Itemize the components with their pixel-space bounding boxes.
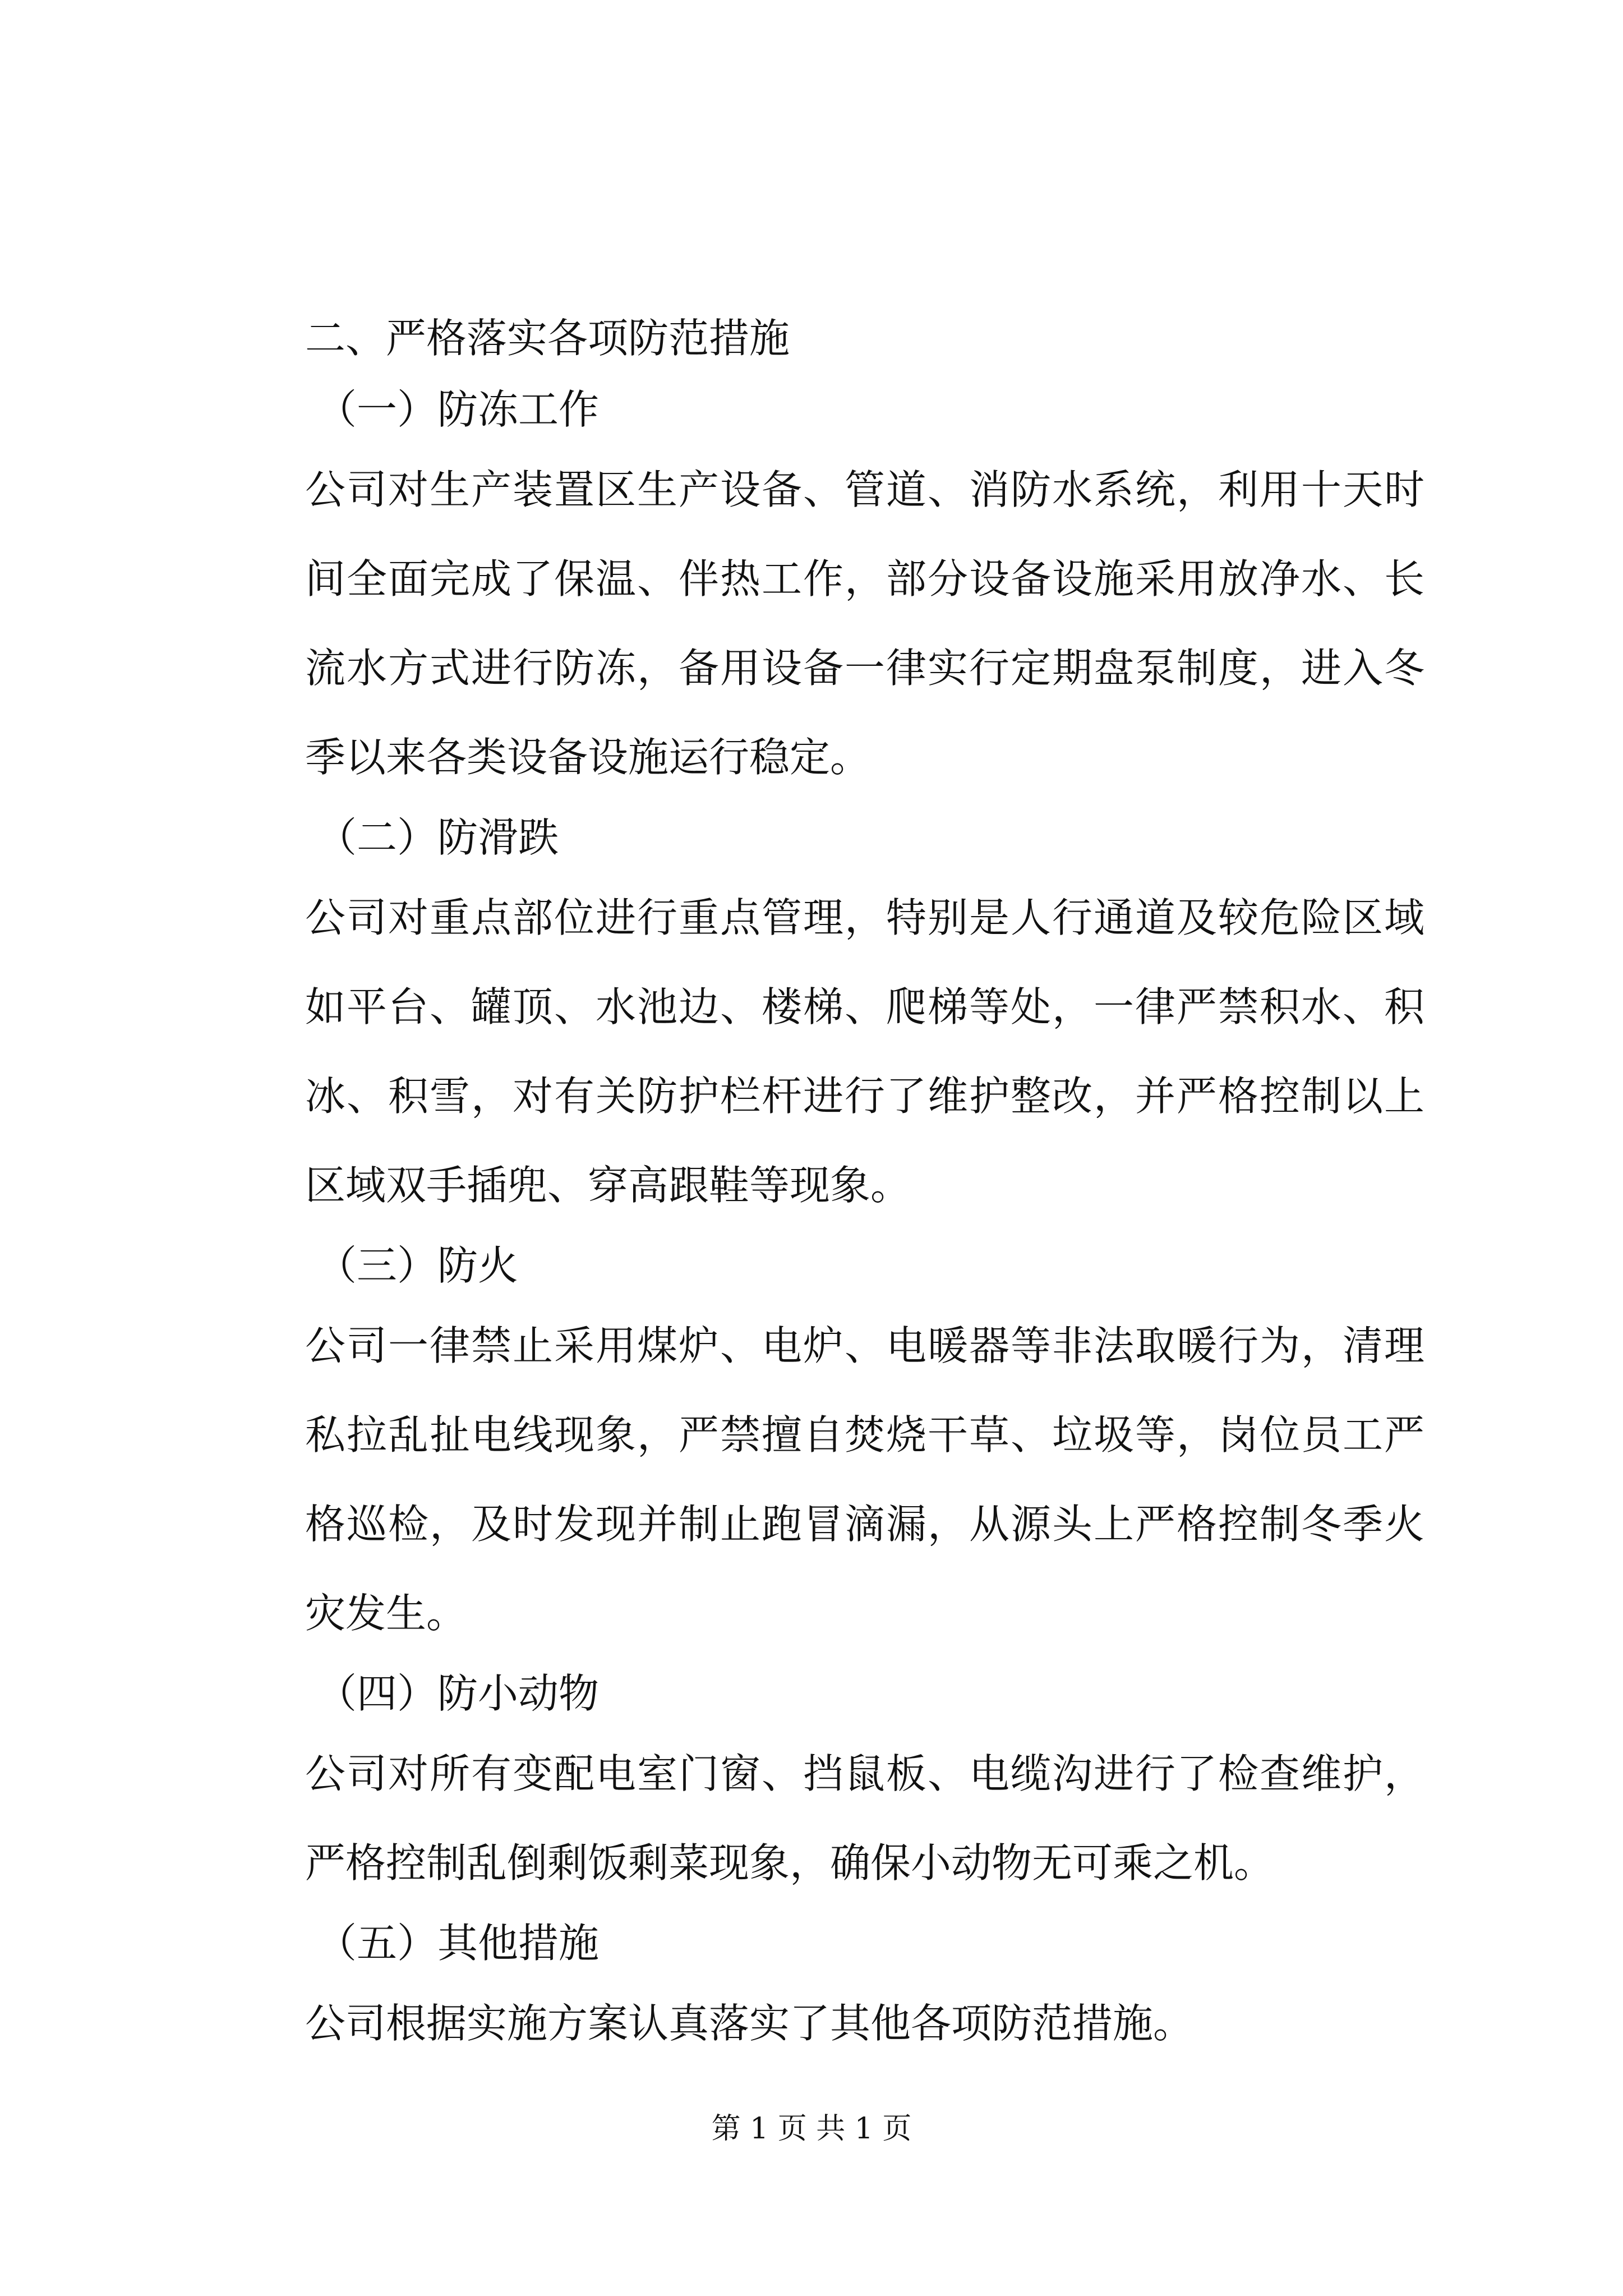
section-2-body: 公司对重点部位进行重点管理，特别是人行通道及较危险区域如平台、罐顶、水池边、楼梯、爬梯等处，一律严禁积水、积冰、积雪，对有关防护栏杆进行了维护整改，并严格控制以上区域双手插兜、穿高跟鞋等现象。 <box>305 894 1424 1209</box>
section-5-body: 公司根据实施方案认真落实了其他各项防范措施。 <box>305 2000 1194 2047</box>
section-3 <box>305 1230 1424 1658</box>
page-footer: 第 1 页 共 1 页 <box>711 2112 912 2146</box>
document-body <box>305 303 1424 2068</box>
section-4 <box>305 1658 1424 1908</box>
section-1-body: 公司对生产装置区生产设备、管道、消防水系统，利用十天时间全面完成了保温、伴热工作，部分设备设施采用放净水、长流水方式进行防冻，备用设备一律实行定期盘泵制度，进入冬季以来各类设备设施运行稳定。 <box>305 466 1424 781</box>
section-1-heading: （一）防冻工作 <box>316 386 600 433</box>
section-title: 二、严格落实各项防范措施 <box>305 315 790 362</box>
section-5-heading: （五）其他措施 <box>316 1920 600 1967</box>
section-4-body: 公司对所有变配电室门窗、挡鼠板、电缆沟进行了检查维护，严格控制乱倒剩饭剩菜现象，确保小动物无可乘之机。 <box>305 1750 1424 1887</box>
section-1 <box>305 374 1424 802</box>
section-2 <box>305 802 1424 1230</box>
section-3-body: 公司一律禁止采用煤炉、电炉、电暖器等非法取暖行为，清理私拉乱扯电线现象，严禁擅自焚烧干草、垃圾等，岗位员工严格巡检，及时发现并制止跑冒滴漏，从源头上严格控制冬季火灾发生。 <box>305 1322 1424 1637</box>
section-5 <box>305 1908 1424 2068</box>
section-2-heading: （二）防滑跌 <box>316 814 559 861</box>
section-4-heading: （四）防小动物 <box>316 1670 600 1717</box>
section-3-heading: （三）防火 <box>316 1242 519 1289</box>
